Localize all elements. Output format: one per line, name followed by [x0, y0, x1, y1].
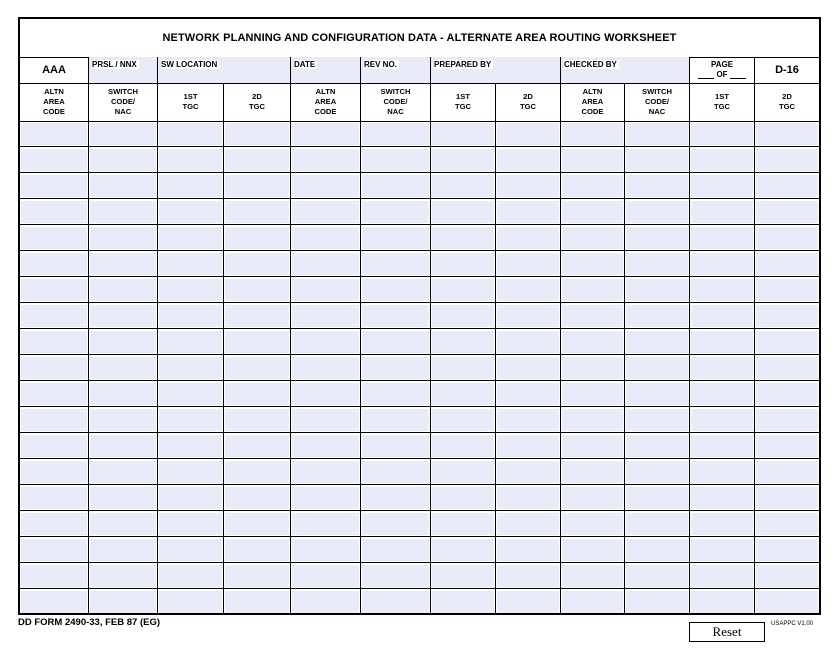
altn-area-code-input[interactable]: [561, 459, 625, 484]
switch-code-nac-input[interactable]: [361, 277, 431, 302]
column-header-first-tgc-2: 1ST TGC: [431, 83, 496, 121]
first-tgc-input[interactable]: [431, 355, 496, 380]
altn-area-code-input[interactable]: [291, 459, 361, 484]
first-tgc-input[interactable]: [431, 433, 496, 458]
switch-code-nac-input[interactable]: [361, 173, 431, 198]
second-tgc-input[interactable]: [755, 433, 819, 458]
second-tgc-input[interactable]: [755, 277, 819, 302]
altn-area-code-input[interactable]: [561, 173, 625, 198]
column-header-row: [20, 83, 819, 122]
altn-area-code-input[interactable]: [561, 329, 625, 354]
switch-code-nac-input[interactable]: [625, 173, 690, 198]
second-tgc-input[interactable]: [755, 225, 819, 250]
switch-code-nac-input[interactable]: [361, 355, 431, 380]
second-tgc-input[interactable]: [755, 381, 819, 406]
version-label: USAPPC V1.00: [771, 621, 814, 627]
second-tgc-input[interactable]: [755, 589, 819, 614]
first-tgc-input[interactable]: [158, 121, 224, 146]
checked-by-label: CHECKED BY: [564, 60, 617, 69]
second-tgc-input[interactable]: [755, 407, 819, 432]
first-tgc-input[interactable]: [690, 433, 755, 458]
second-tgc-input[interactable]: [496, 277, 561, 302]
first-tgc-input[interactable]: [690, 459, 755, 484]
second-tgc-input[interactable]: [224, 277, 291, 302]
second-tgc-input[interactable]: [496, 485, 561, 510]
switch-code-nac-input[interactable]: [89, 563, 158, 588]
table-row: [20, 589, 819, 615]
column-header-altn-area-code-3: ALTN AREA CODE: [561, 83, 625, 121]
first-tgc-input[interactable]: [158, 433, 224, 458]
table-row: [20, 407, 819, 433]
second-tgc-input[interactable]: [224, 121, 291, 146]
table-row: [20, 381, 819, 407]
switch-code-nac-input[interactable]: [89, 511, 158, 536]
switch-code-nac-input[interactable]: [89, 589, 158, 614]
page-total-blank[interactable]: [730, 71, 746, 79]
altn-area-code-input[interactable]: [20, 563, 89, 588]
first-tgc-input[interactable]: [158, 303, 224, 328]
first-tgc-input[interactable]: [431, 199, 496, 224]
altn-area-code-input[interactable]: [20, 459, 89, 484]
switch-code-nac-input[interactable]: [625, 589, 690, 614]
switch-code-nac-input[interactable]: [89, 433, 158, 458]
second-tgc-input[interactable]: [224, 407, 291, 432]
switch-code-nac-input[interactable]: [89, 173, 158, 198]
first-tgc-input[interactable]: [158, 329, 224, 354]
first-tgc-input[interactable]: [158, 355, 224, 380]
second-tgc-input[interactable]: [755, 303, 819, 328]
second-tgc-input[interactable]: [496, 251, 561, 276]
second-tgc-input[interactable]: [224, 589, 291, 614]
table-row: [20, 459, 819, 485]
altn-area-code-input[interactable]: [291, 303, 361, 328]
altn-area-code-input[interactable]: [561, 277, 625, 302]
second-tgc-input[interactable]: [496, 303, 561, 328]
second-tgc-input[interactable]: [755, 329, 819, 354]
reset-button[interactable]: Reset: [689, 622, 765, 642]
first-tgc-input[interactable]: [431, 589, 496, 614]
first-tgc-input[interactable]: [158, 225, 224, 250]
altn-area-code-input[interactable]: [20, 381, 89, 406]
switch-code-nac-input[interactable]: [89, 277, 158, 302]
second-tgc-input[interactable]: [224, 225, 291, 250]
first-tgc-input[interactable]: [690, 511, 755, 536]
form-title: NETWORK PLANNING AND CONFIGURATION DATA - ALTERNATE AREA ROUTING WORKSHEET: [20, 19, 819, 58]
first-tgc-input[interactable]: [158, 459, 224, 484]
altn-area-code-input[interactable]: [561, 121, 625, 146]
first-tgc-input[interactable]: [690, 199, 755, 224]
altn-area-code-input[interactable]: [20, 121, 89, 146]
switch-code-nac-input[interactable]: [89, 303, 158, 328]
switch-code-nac-input[interactable]: [89, 329, 158, 354]
altn-area-code-input[interactable]: [561, 147, 625, 172]
switch-code-nac-input[interactable]: [361, 537, 431, 562]
second-tgc-input[interactable]: [224, 199, 291, 224]
altn-area-code-input[interactable]: [20, 147, 89, 172]
first-tgc-input[interactable]: [158, 589, 224, 614]
altn-area-code-input[interactable]: [561, 485, 625, 510]
first-tgc-input[interactable]: [431, 459, 496, 484]
aaa-label: AAA: [20, 57, 89, 83]
column-header-first-tgc-1: 1ST TGC: [158, 83, 224, 121]
table-row: [20, 121, 819, 147]
switch-code-nac-input[interactable]: [361, 433, 431, 458]
first-tgc-input[interactable]: [690, 485, 755, 510]
page-number-blank[interactable]: [698, 71, 714, 79]
altn-area-code-input[interactable]: [20, 199, 89, 224]
altn-area-code-input[interactable]: [20, 303, 89, 328]
second-tgc-input[interactable]: [755, 459, 819, 484]
sw-location-field[interactable]: [158, 57, 291, 83]
first-tgc-input[interactable]: [690, 355, 755, 380]
first-tgc-input[interactable]: [431, 381, 496, 406]
altn-area-code-input[interactable]: [20, 355, 89, 380]
second-tgc-input[interactable]: [496, 355, 561, 380]
switch-code-nac-input[interactable]: [625, 485, 690, 510]
switch-code-nac-input[interactable]: [361, 199, 431, 224]
switch-code-nac-input[interactable]: [89, 121, 158, 146]
rev-no-label: REV NO.: [364, 60, 397, 69]
switch-code-nac-input[interactable]: [361, 381, 431, 406]
switch-code-nac-input[interactable]: [625, 147, 690, 172]
altn-area-code-input[interactable]: [291, 277, 361, 302]
switch-code-nac-input[interactable]: [361, 225, 431, 250]
table-row: [20, 537, 819, 563]
first-tgc-input[interactable]: [158, 485, 224, 510]
second-tgc-input[interactable]: [224, 173, 291, 198]
of-label: OF: [716, 70, 728, 79]
switch-code-nac-input[interactable]: [625, 563, 690, 588]
altn-area-code-input[interactable]: [20, 329, 89, 354]
first-tgc-input[interactable]: [431, 537, 496, 562]
table-row: [20, 563, 819, 589]
altn-area-code-input[interactable]: [291, 485, 361, 510]
prsl-nnx-label: PRSL / NNX: [92, 60, 137, 69]
altn-area-code-input[interactable]: [291, 147, 361, 172]
switch-code-nac-input[interactable]: [89, 147, 158, 172]
altn-area-code-input[interactable]: [291, 329, 361, 354]
first-tgc-input[interactable]: [431, 121, 496, 146]
second-tgc-input[interactable]: [755, 537, 819, 562]
altn-area-code-input[interactable]: [20, 537, 89, 562]
table-row: [20, 485, 819, 511]
table-row: [20, 251, 819, 277]
altn-area-code-input[interactable]: [291, 173, 361, 198]
altn-area-code-input[interactable]: [561, 433, 625, 458]
altn-area-code-input[interactable]: [561, 511, 625, 536]
second-tgc-input[interactable]: [755, 173, 819, 198]
switch-code-nac-input[interactable]: [625, 355, 690, 380]
column-header-second-tgc-2: 2D TGC: [496, 83, 561, 121]
second-tgc-input[interactable]: [755, 511, 819, 536]
altn-area-code-input[interactable]: [291, 355, 361, 380]
second-tgc-input[interactable]: [755, 121, 819, 146]
prepared-by-label: PREPARED BY: [434, 60, 492, 69]
second-tgc-input[interactable]: [224, 433, 291, 458]
column-header-switch-code-nac-2: SWITCH CODE/ NAC: [361, 83, 431, 121]
first-tgc-input[interactable]: [158, 199, 224, 224]
switch-code-nac-input[interactable]: [89, 251, 158, 276]
switch-code-nac-input[interactable]: [361, 303, 431, 328]
altn-area-code-input[interactable]: [291, 537, 361, 562]
first-tgc-input[interactable]: [690, 277, 755, 302]
second-tgc-input[interactable]: [224, 563, 291, 588]
first-tgc-input[interactable]: [431, 563, 496, 588]
first-tgc-input[interactable]: [431, 485, 496, 510]
switch-code-nac-input[interactable]: [625, 251, 690, 276]
second-tgc-input[interactable]: [496, 459, 561, 484]
switch-code-nac-input[interactable]: [361, 485, 431, 510]
second-tgc-input[interactable]: [496, 121, 561, 146]
table-row: [20, 173, 819, 199]
first-tgc-input[interactable]: [690, 589, 755, 614]
first-tgc-input[interactable]: [158, 277, 224, 302]
second-tgc-input[interactable]: [224, 303, 291, 328]
altn-area-code-input[interactable]: [20, 485, 89, 510]
worksheet-form: [18, 17, 821, 615]
second-tgc-input[interactable]: [755, 147, 819, 172]
altn-area-code-input[interactable]: [561, 355, 625, 380]
switch-code-nac-input[interactable]: [89, 199, 158, 224]
first-tgc-input[interactable]: [690, 173, 755, 198]
first-tgc-input[interactable]: [431, 173, 496, 198]
altn-area-code-input[interactable]: [291, 511, 361, 536]
switch-code-nac-input[interactable]: [89, 355, 158, 380]
switch-code-nac-input[interactable]: [625, 303, 690, 328]
first-tgc-input[interactable]: [158, 147, 224, 172]
second-tgc-input[interactable]: [496, 173, 561, 198]
column-header-first-tgc-3: 1ST TGC: [690, 83, 755, 121]
column-header-switch-code-nac-3: SWITCH CODE/ NAC: [625, 83, 690, 121]
switch-code-nac-input[interactable]: [89, 407, 158, 432]
altn-area-code-input[interactable]: [20, 173, 89, 198]
first-tgc-input[interactable]: [690, 537, 755, 562]
first-tgc-input[interactable]: [690, 121, 755, 146]
second-tgc-input[interactable]: [755, 485, 819, 510]
switch-code-nac-input[interactable]: [625, 407, 690, 432]
first-tgc-input[interactable]: [690, 329, 755, 354]
page-label: PAGE: [710, 60, 734, 69]
column-header-switch-code-nac-1: SWITCH CODE/ NAC: [89, 83, 158, 121]
first-tgc-input[interactable]: [158, 381, 224, 406]
first-tgc-input[interactable]: [431, 277, 496, 302]
column-header-second-tgc-1: 2D TGC: [224, 83, 291, 121]
second-tgc-input[interactable]: [224, 537, 291, 562]
switch-code-nac-input[interactable]: [89, 537, 158, 562]
first-tgc-input[interactable]: [158, 407, 224, 432]
switch-code-nac-input[interactable]: [361, 511, 431, 536]
altn-area-code-input[interactable]: [561, 303, 625, 328]
altn-area-code-input[interactable]: [20, 433, 89, 458]
table-row: [20, 329, 819, 355]
first-tgc-input[interactable]: [690, 563, 755, 588]
altn-area-code-input[interactable]: [561, 381, 625, 406]
switch-code-nac-input[interactable]: [89, 485, 158, 510]
switch-code-nac-input[interactable]: [361, 459, 431, 484]
switch-code-nac-input[interactable]: [89, 225, 158, 250]
sw-location-label: SW LOCATION: [161, 60, 218, 69]
first-tgc-input[interactable]: [158, 173, 224, 198]
switch-code-nac-input[interactable]: [361, 589, 431, 614]
header-row: [20, 57, 819, 84]
date-field[interactable]: [291, 57, 361, 83]
form-id: D-16: [775, 64, 799, 76]
second-tgc-input[interactable]: [496, 199, 561, 224]
second-tgc-input[interactable]: [224, 511, 291, 536]
first-tgc-input[interactable]: [431, 251, 496, 276]
altn-area-code-input[interactable]: [291, 433, 361, 458]
switch-code-nac-input[interactable]: [625, 199, 690, 224]
altn-area-code-input[interactable]: [561, 407, 625, 432]
column-header-second-tgc-3: 2D TGC: [778, 92, 796, 111]
altn-area-code-input[interactable]: [20, 589, 89, 614]
switch-code-nac-input[interactable]: [361, 121, 431, 146]
table-row: [20, 355, 819, 381]
second-tgc-input[interactable]: [496, 329, 561, 354]
first-tgc-input[interactable]: [690, 407, 755, 432]
first-tgc-input[interactable]: [431, 225, 496, 250]
second-tgc-input[interactable]: [755, 355, 819, 380]
page-of-field[interactable]: [690, 57, 755, 83]
second-tgc-input[interactable]: [224, 459, 291, 484]
switch-code-nac-input[interactable]: [625, 459, 690, 484]
altn-area-code-input[interactable]: [20, 225, 89, 250]
altn-area-code-input[interactable]: [291, 589, 361, 614]
date-label: DATE: [294, 60, 316, 69]
switch-code-nac-input[interactable]: [625, 511, 690, 536]
second-tgc-input[interactable]: [755, 251, 819, 276]
second-tgc-input[interactable]: [496, 563, 561, 588]
altn-area-code-input[interactable]: [291, 407, 361, 432]
table-row: [20, 303, 819, 329]
altn-area-code-input[interactable]: [20, 277, 89, 302]
second-tgc-input[interactable]: [496, 381, 561, 406]
second-tgc-input[interactable]: [224, 381, 291, 406]
switch-code-nac-input[interactable]: [625, 433, 690, 458]
second-tgc-input[interactable]: [496, 433, 561, 458]
switch-code-nac-input[interactable]: [625, 121, 690, 146]
prsl-nnx-field[interactable]: [89, 57, 158, 83]
table-row: [20, 511, 819, 537]
second-tgc-input[interactable]: [224, 329, 291, 354]
switch-code-nac-input[interactable]: [361, 147, 431, 172]
second-tgc-input[interactable]: [496, 537, 561, 562]
second-tgc-input[interactable]: [224, 485, 291, 510]
first-tgc-input[interactable]: [690, 225, 755, 250]
table-row: [20, 147, 819, 173]
first-tgc-input[interactable]: [690, 381, 755, 406]
altn-area-code-input[interactable]: [20, 251, 89, 276]
altn-area-code-input[interactable]: [20, 511, 89, 536]
altn-area-code-input[interactable]: [291, 225, 361, 250]
altn-area-code-input[interactable]: [291, 563, 361, 588]
table-row: [20, 225, 819, 251]
switch-code-nac-input[interactable]: [89, 381, 158, 406]
column-header-altn-area-code-1: ALTN AREA CODE: [20, 83, 89, 121]
column-header-altn-area-code-2: ALTN AREA CODE: [291, 83, 361, 121]
first-tgc-input[interactable]: [690, 147, 755, 172]
second-tgc-input[interactable]: [496, 225, 561, 250]
altn-area-code-input[interactable]: [20, 407, 89, 432]
first-tgc-input[interactable]: [431, 407, 496, 432]
first-tgc-input[interactable]: [431, 511, 496, 536]
first-tgc-input[interactable]: [431, 303, 496, 328]
switch-code-nac-input[interactable]: [625, 277, 690, 302]
switch-code-nac-input[interactable]: [89, 459, 158, 484]
second-tgc-input[interactable]: [755, 199, 819, 224]
first-tgc-input[interactable]: [431, 147, 496, 172]
altn-area-code-input[interactable]: [291, 381, 361, 406]
prepared-by-field[interactable]: [431, 57, 561, 83]
second-tgc-input[interactable]: [224, 147, 291, 172]
altn-area-code-input[interactable]: [561, 251, 625, 276]
table-row: [20, 277, 819, 303]
second-tgc-input[interactable]: [496, 589, 561, 614]
first-tgc-input[interactable]: [690, 303, 755, 328]
form-number: DD FORM 2490-33, FEB 87 (EG): [18, 617, 161, 628]
second-tgc-input[interactable]: [755, 563, 819, 588]
second-tgc-input[interactable]: [224, 355, 291, 380]
first-tgc-input[interactable]: [158, 511, 224, 536]
second-tgc-input[interactable]: [496, 147, 561, 172]
first-tgc-input[interactable]: [158, 251, 224, 276]
switch-code-nac-input[interactable]: [361, 563, 431, 588]
switch-code-nac-input[interactable]: [361, 251, 431, 276]
first-tgc-input[interactable]: [158, 563, 224, 588]
switch-code-nac-input[interactable]: [625, 225, 690, 250]
altn-area-code-input[interactable]: [291, 121, 361, 146]
first-tgc-input[interactable]: [158, 537, 224, 562]
switch-code-nac-input[interactable]: [361, 329, 431, 354]
altn-area-code-input[interactable]: [561, 225, 625, 250]
altn-area-code-input[interactable]: [561, 589, 625, 614]
table-row: [20, 199, 819, 225]
first-tgc-input[interactable]: [690, 251, 755, 276]
second-tgc-input[interactable]: [224, 251, 291, 276]
altn-area-code-input[interactable]: [561, 537, 625, 562]
first-tgc-input[interactable]: [431, 329, 496, 354]
rev-no-field[interactable]: [361, 57, 431, 83]
altn-area-code-input[interactable]: [291, 199, 361, 224]
altn-area-code-input[interactable]: [561, 199, 625, 224]
checked-by-field[interactable]: [561, 57, 690, 83]
switch-code-nac-input[interactable]: [625, 537, 690, 562]
table-row: [20, 433, 819, 459]
switch-code-nac-input[interactable]: [625, 329, 690, 354]
switch-code-nac-input[interactable]: [361, 407, 431, 432]
second-tgc-input[interactable]: [496, 407, 561, 432]
altn-area-code-input[interactable]: [291, 251, 361, 276]
altn-area-code-input[interactable]: [561, 563, 625, 588]
second-tgc-input[interactable]: [496, 511, 561, 536]
switch-code-nac-input[interactable]: [625, 381, 690, 406]
